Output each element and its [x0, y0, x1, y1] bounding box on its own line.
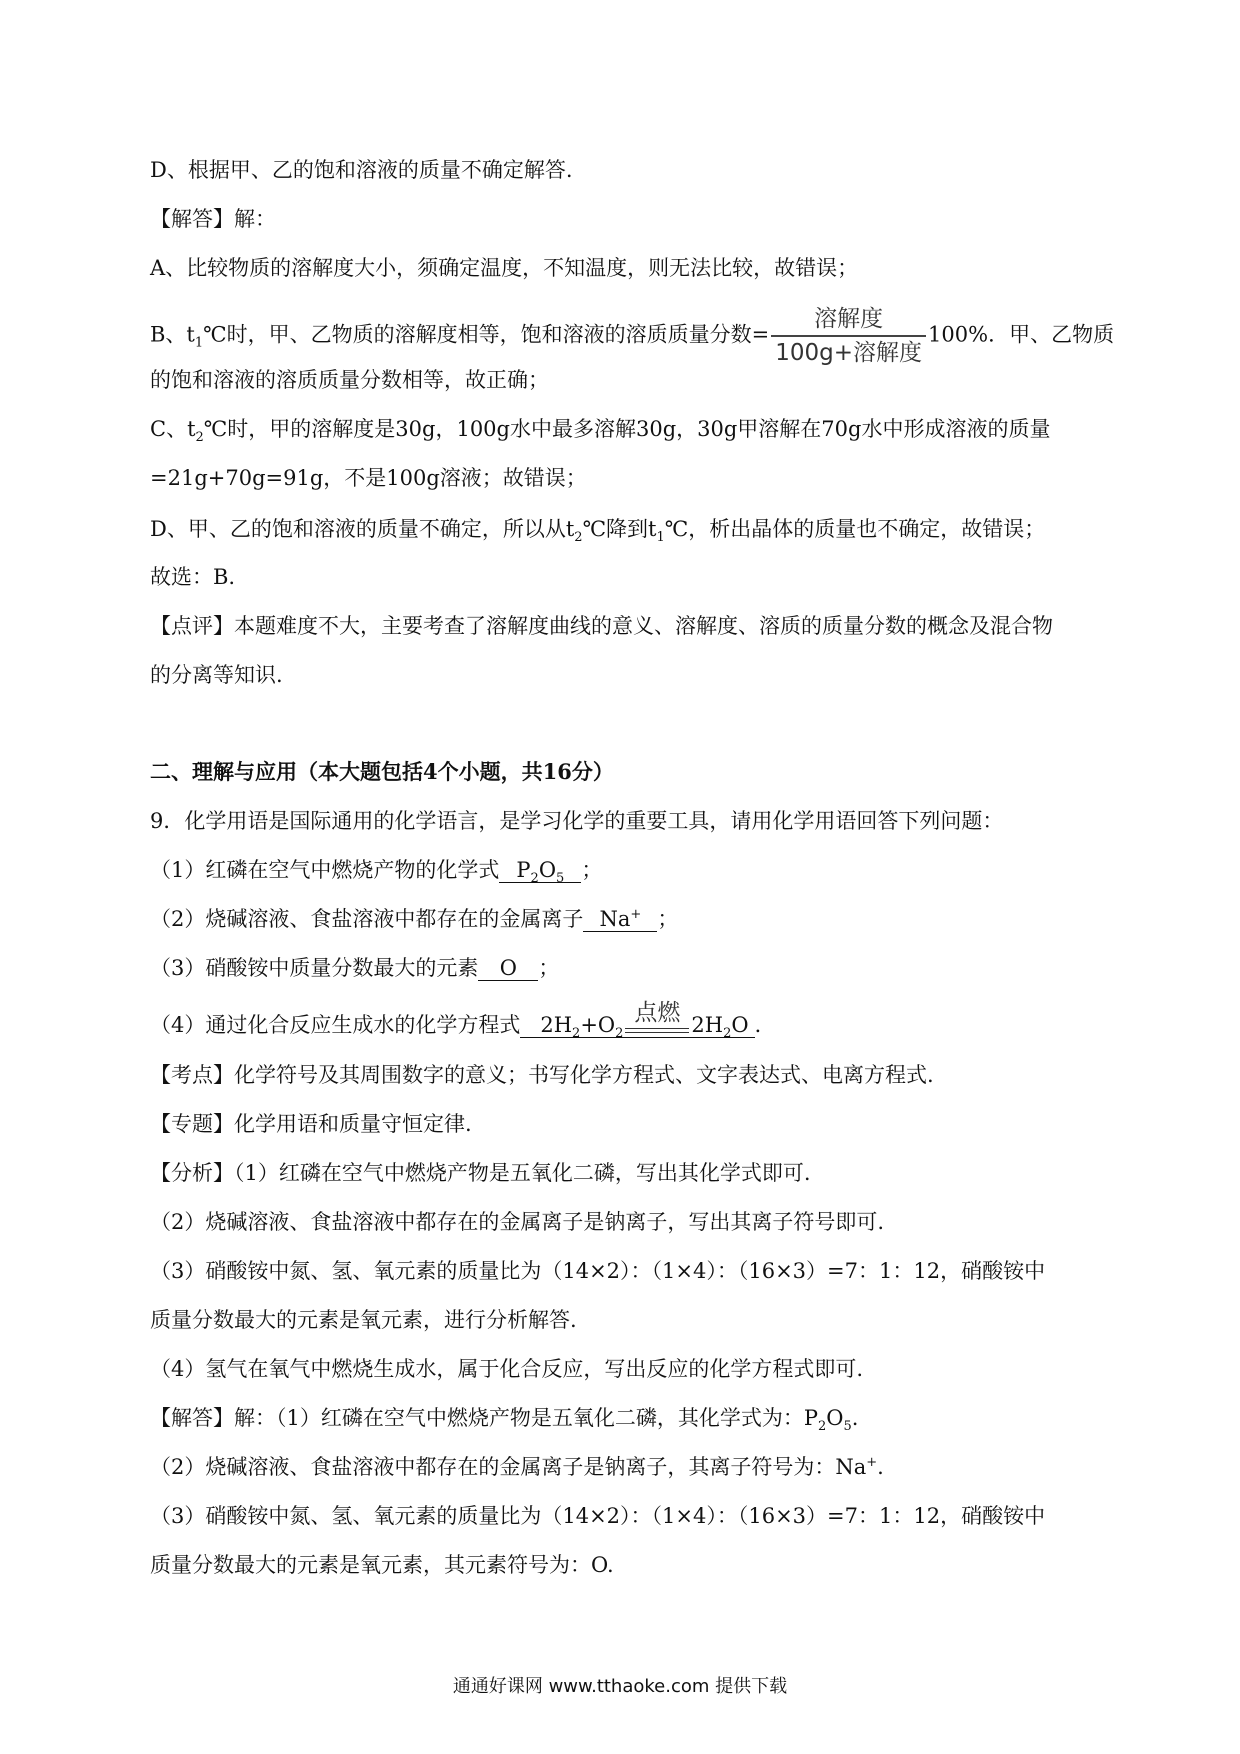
text-line: 【点评】本题难度不大，主要考查了溶解度曲线的意义、溶解度、溶质的质量分数的概念及混合物 — [150, 614, 1053, 638]
text-span: B、t — [150, 322, 195, 347]
question-part — [150, 905, 678, 933]
text-span: ； — [657, 907, 679, 931]
question-part — [150, 856, 603, 887]
subscript: 2 — [195, 430, 204, 446]
double-equal-sign — [625, 1028, 689, 1033]
reaction-condition: 点燃 — [634, 1000, 681, 1026]
text-line — [150, 515, 1046, 546]
subscript: 2 — [723, 1026, 732, 1042]
subscript: 2 — [818, 1419, 827, 1435]
text-span: ℃，析出晶体的质量也不确定，故错误； — [664, 517, 1046, 541]
subscript: 1 — [656, 530, 665, 546]
text-line: =21g+70g=91g，不是100g溶液；故错误； — [150, 466, 587, 490]
text-span: 【解答】解：（1）红磷在空气中燃烧产物是五氧化二磷，其化学式为：P — [150, 1406, 818, 1430]
superscript: + — [630, 907, 642, 922]
text-span: ℃时，甲、乙物质的溶解度相等，饱和溶液的溶质质量分数= — [203, 322, 770, 347]
subscript: 1 — [194, 335, 204, 351]
question-stem: 9．化学用语是国际通用的化学语言，是学习化学的重要工具，请用化学用语回答下列问题： — [150, 809, 1004, 833]
text-span: C、t — [150, 417, 196, 441]
text-line: （4）氢气在氧气中燃烧生成水，属于化合反应，写出反应的化学方程式即可. — [150, 1357, 864, 1381]
subscript: 2 — [574, 530, 583, 546]
text-line: 的分离等知识. — [150, 663, 283, 687]
solubility-fraction — [771, 305, 926, 367]
text-line: 质量分数最大的元素是氧元素，进行分析解答. — [150, 1308, 577, 1332]
text-span: （4）通过化合反应生成水的化学方程式 — [150, 1013, 521, 1037]
text-line — [150, 1453, 884, 1481]
text-line: 【解答】解： — [150, 207, 276, 231]
subscript: 5 — [556, 871, 565, 887]
text-span: O — [538, 858, 557, 882]
question-part — [150, 954, 559, 982]
text-span: （2）烧碱溶液、食盐溶液中都存在的金属离子是钠离子，其离子符号为：Na — [150, 1455, 867, 1479]
text-line: 【专题】化学用语和质量守恒定律. — [150, 1112, 472, 1136]
text-span: +O — [580, 1013, 616, 1037]
fraction-numerator: 溶解度 — [814, 306, 884, 332]
text-line: （2）烧碱溶液、食盐溶液中都存在的金属离子是钠离子，写出其离子符号即可. — [150, 1210, 885, 1234]
answer-blank: O — [478, 956, 538, 981]
text-line: （3）硝酸铵中氮、氢、氧元素的质量比为（14×2）：（1×4）：（16×3）=7：1：12，硝酸铵中 — [150, 1259, 1046, 1283]
text-span: ． — [754, 1013, 776, 1037]
text-span: . — [877, 1455, 884, 1479]
superscript: + — [866, 1455, 878, 1470]
subscript: 2 — [530, 871, 539, 887]
question-part — [150, 1000, 776, 1042]
text-line — [150, 1404, 859, 1435]
chemical-equation — [520, 1000, 754, 1042]
text-span: Na — [599, 907, 631, 931]
text-span: （2）烧碱溶液、食盐溶液中都存在的金属离子 — [150, 907, 584, 931]
text-span: ； — [538, 956, 560, 980]
text-line: 故选：B. — [150, 565, 236, 589]
text-span: O — [731, 1013, 749, 1037]
text-line: （3）硝酸铵中氮、氢、氧元素的质量比为（14×2）：（1×4）：（16×3）=7：1：12，硝酸铵中 — [150, 1504, 1046, 1528]
text-line — [150, 415, 1051, 446]
text-line: 【考点】化学符号及其周围数字的意义；书写化学方程式、文字表达式、电离方程式. — [150, 1063, 934, 1087]
text-line: A、比较物质的溶解度大小，须确定温度，不知温度，则无法比较，故错误； — [150, 256, 859, 280]
text-span: ℃降到t — [582, 517, 657, 541]
text-span: . — [851, 1406, 859, 1430]
text-span: D、甲、乙的饱和溶液的质量不确定，所以从t — [150, 517, 575, 541]
text-span: ℃时，甲的溶解度是30g，100g水中最多溶解30g，30g甲溶解在70g水中形成溶液的质量 — [203, 417, 1051, 441]
text-line-with-fraction — [150, 305, 1114, 367]
text-span: ； — [581, 858, 603, 882]
answer-blank — [583, 907, 657, 932]
text-line: 的饱和溶液的溶质质量分数相等，故正确； — [150, 368, 549, 392]
answer-blank — [499, 858, 581, 887]
page-footer: 通通好课网 www.tthaoke.com 提供下载 — [452, 1676, 788, 1697]
subscript: 2 — [572, 1026, 581, 1042]
text-span: P — [516, 858, 531, 882]
text-line: 质量分数最大的元素是氧元素，其元素符号为：O. — [150, 1553, 614, 1577]
text-span: 100%．甲、乙物质 — [928, 322, 1115, 347]
text-line: D、根据甲、乙的饱和溶液的质量不确定解答. — [150, 158, 573, 182]
text-line: 【分析】（1）红磷在空气中燃烧产物是五氧化二磷，写出其化学式即可. — [150, 1161, 811, 1185]
text-span: （3）硝酸铵中质量分数最大的元素 — [150, 956, 479, 980]
text-span: 2H — [691, 1013, 724, 1037]
subscript: 2 — [615, 1026, 624, 1042]
text-span: 2H — [540, 1013, 573, 1037]
text-span: O — [826, 1406, 844, 1430]
reaction-arrow — [625, 1000, 689, 1037]
subscript: 5 — [843, 1419, 852, 1435]
text-span: （1）红磷在空气中燃烧产物的化学式 — [150, 858, 500, 882]
section-heading: 二、理解与应用（本大题包括4个小题，共16分） — [150, 759, 614, 784]
fraction-denominator: 100g+溶解度 — [775, 340, 923, 366]
